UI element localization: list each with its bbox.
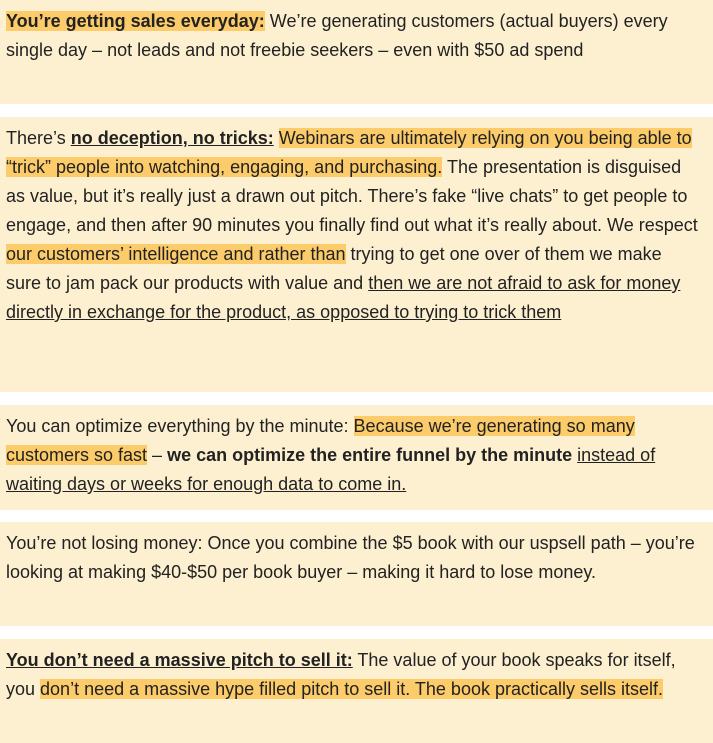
body-text: You can optimize everything by the minute: [6,416,354,436]
benefit-paragraph [6,529,701,587]
body-text: The presentation is disguised as value, but it’s really just a drawn out pitch. There’s fake “live chats” to get people to engage, and then after 90 minutes you finally find out what it’s really about. We respect [6,157,698,235]
benefit-paragraph [6,646,701,704]
underlined-text: instead of waiting days or weeks for enough data to come in. [6,445,656,494]
benefit-paragraph [6,124,701,327]
benefit-paragraph [6,7,701,65]
highlighted-text: Webinars are ultimately relying on you being able to “trick” people into watching, engaging, and purchasing. [6,128,692,177]
benefit-card-no-pitch [0,639,713,743]
body-text: There’s [6,128,71,148]
highlighted-heading: You’re getting sales everyday: [6,11,265,31]
benefit-card-not-losing-money [0,522,713,626]
bold-text: we can optimize the entire funnel by the minute [167,445,573,465]
highlighted-text: our customers’ intelligence and rather than [6,244,346,264]
body-text: trying to get one over of them we make sure to jam pack our products with value and [6,244,662,293]
benefit-card-no-deception [0,117,713,392]
body-text: You’re not losing money: Once you combine the $5 book with our uspsell path – you’re looking at making $40-$50 per book buyer – making it hard to lose money. [6,533,695,582]
underlined-heading: no deception, no tricks: [70,128,274,148]
highlighted-text: don’t need a massive hype filled pitch to sell it. The book practically sells itself. [40,679,664,699]
benefit-paragraph: You can optimize everything by the minute: Because we’re generating so many customers so fast – we can optimize the entire funnel by the minute instead of waiting days or weeks for enough data to come in. [6,416,656,494]
underlined-text: then we are not afraid to ask for money directly in exchange for the product, as opposed to trying to trick them [6,273,681,322]
underlined-heading: You don’t need a massive pitch to sell it: [6,650,353,670]
benefit-card-optimize [0,405,713,510]
body-text: We’re generating customers (actual buyers) every single day – not leads and not freebie seekers – even with $50 ad spend [6,11,668,60]
body-text: The value of your book speaks for itself, you [6,650,676,699]
highlighted-text: Because we’re generating so many customers so fast [6,416,635,465]
benefit-card-sales-everyday [0,0,713,104]
